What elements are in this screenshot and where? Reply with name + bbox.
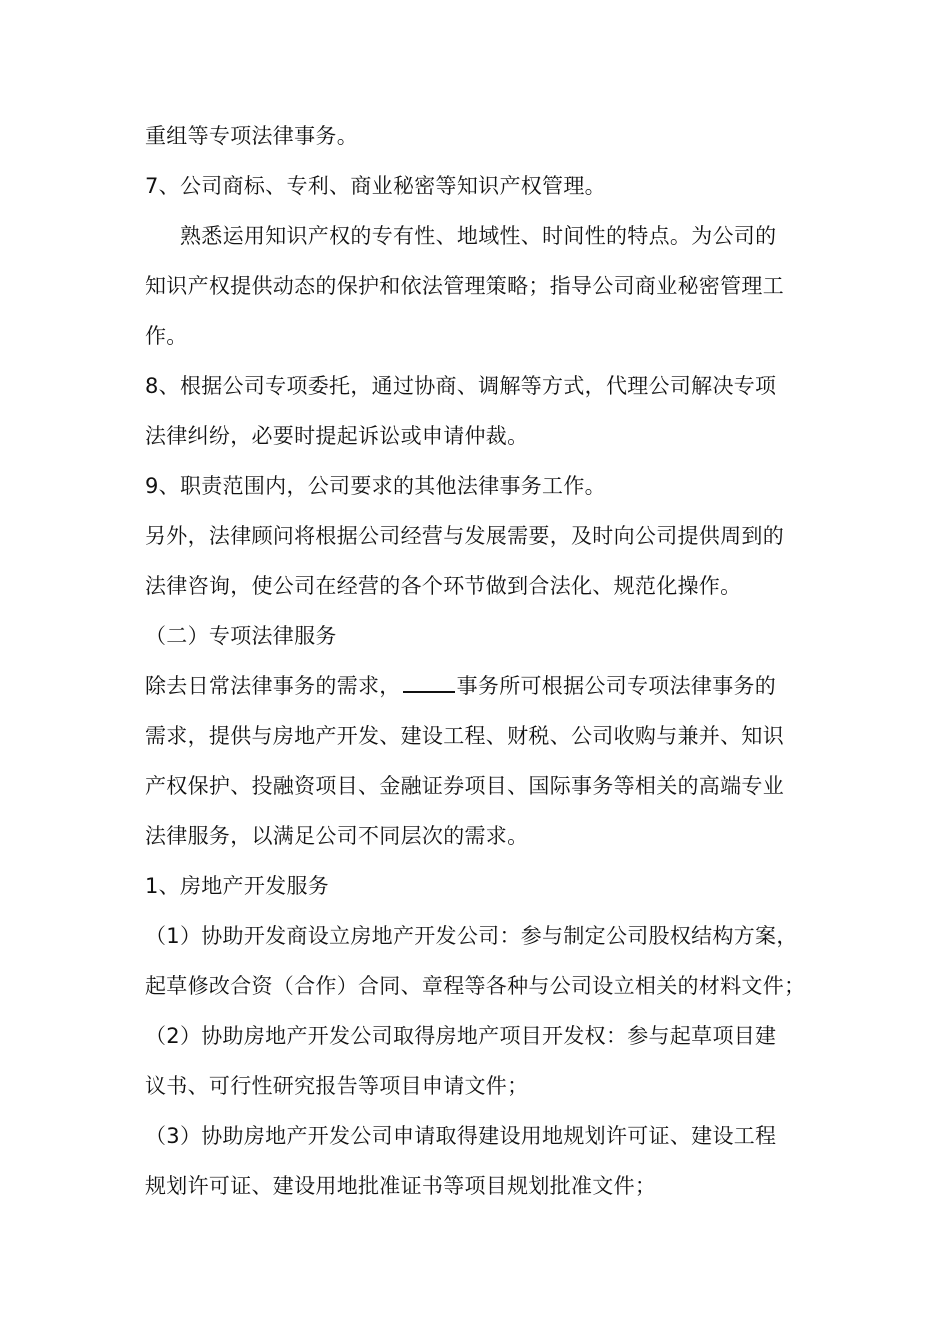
paragraph-line: 法律服务，以满足公司不同层次的需求。 <box>145 824 529 848</box>
blank-after-text: 事务所可根据公司专项法律事务的 <box>456 674 777 698</box>
paragraph-line-with-blank <box>145 671 825 701</box>
paragraph-line: （2）协助房地产开发公司取得房地产项目开发权：参与起草项目建 <box>145 1024 777 1048</box>
paragraph-line: （3）协助房地产开发公司申请取得建设用地规划许可证、建设工程 <box>145 1124 777 1148</box>
section-heading: （二）专项法律服务 <box>145 624 337 648</box>
paragraph-line: 法律纠纷，必要时提起诉讼或申请仲裁。 <box>145 424 529 448</box>
paragraph-line: 重组等专项法律事务。 <box>145 124 358 148</box>
paragraph-line: 产权保护、投融资项目、金融证券项目、国际事务等相关的高端专业 <box>145 774 784 798</box>
section-heading: 1、房地产开发服务 <box>145 874 330 898</box>
fill-in-blank <box>403 671 455 693</box>
blank-before-text: 除去日常法律事务的需求， <box>145 674 401 698</box>
paragraph-line: 7、公司商标、专利、商业秘密等知识产权管理。 <box>145 174 606 198</box>
paragraph-line: 8、根据公司专项委托，通过协商、调解等方式，代理公司解决专项 <box>145 374 777 398</box>
paragraph-line: 规划许可证、建设用地批准证书等项目规划批准文件； <box>145 1174 657 1198</box>
paragraph-line: 知识产权提供动态的保护和依法管理策略；指导公司商业秘密管理工 <box>145 274 784 298</box>
paragraph-line: 9、职责范围内，公司要求的其他法律事务工作。 <box>145 474 606 498</box>
paragraph-line: 熟悉运用知识产权的专有性、地域性、时间性的特点。为公司的 <box>180 224 777 248</box>
paragraph-line: 起草修改合资（合作）合同、章程等各种与公司设立相关的材料文件； <box>145 974 806 998</box>
paragraph-line: 议书、可行性研究报告等项目申请文件； <box>145 1074 529 1098</box>
paragraph-line: 需求，提供与房地产开发、建设工程、财税、公司收购与兼并、知识 <box>145 724 784 748</box>
paragraph-line: 另外，法律顾问将根据公司经营与发展需要，及时向公司提供周到的 <box>145 524 784 548</box>
paragraph-line: 作。 <box>145 324 188 348</box>
paragraph-line: （1）协助开发商设立房地产开发公司：参与制定公司股权结构方案， <box>145 924 798 948</box>
paragraph-line: 法律咨询，使公司在经营的各个环节做到合法化、规范化操作。 <box>145 574 742 598</box>
